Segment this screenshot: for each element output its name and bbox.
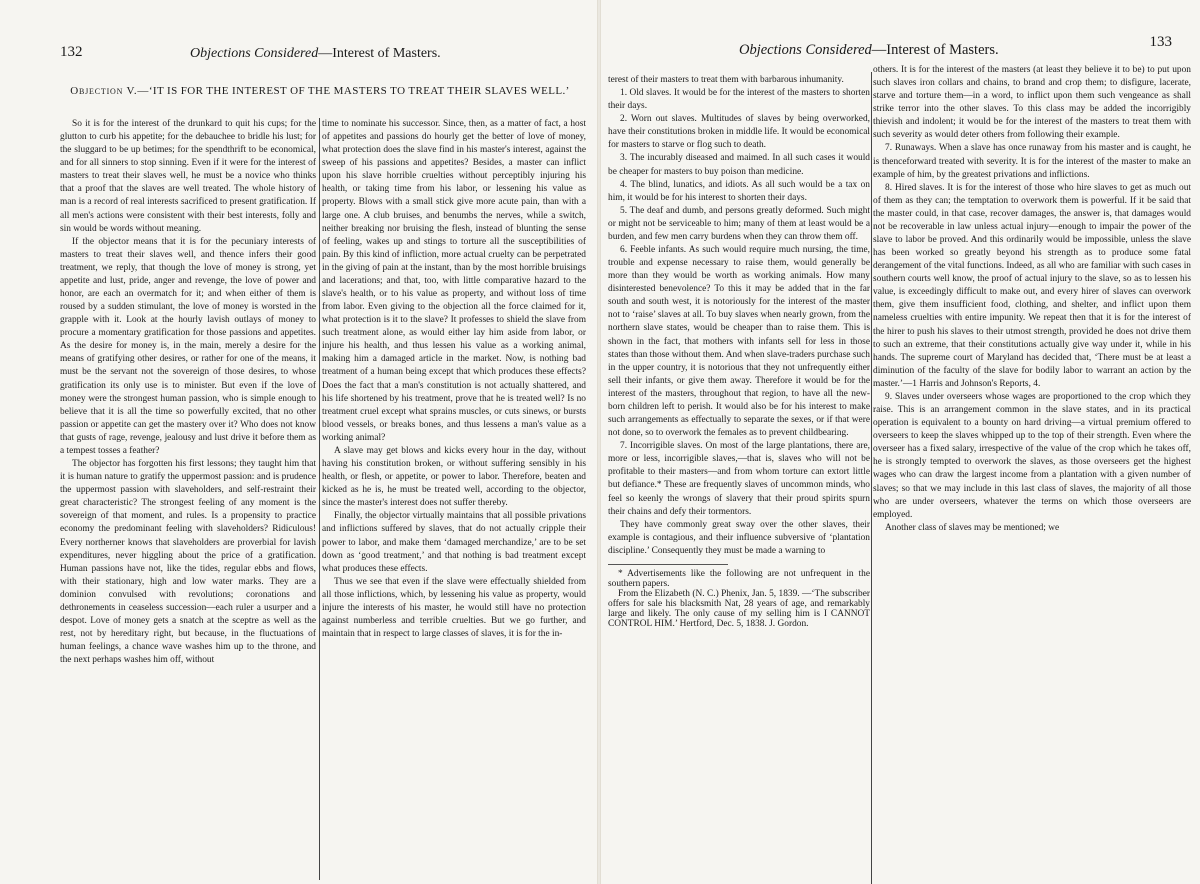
footnote: * Advertisements like the following are not unfrequent in the southern papers. [608, 568, 870, 589]
right-column-1 [608, 74, 870, 884]
right-running-head [601, 34, 1200, 64]
paragraph: terest of their masters to treat them with barbarous inhumanity. [608, 75, 844, 85]
paragraph: 4. The blind, lunatics, and idiots. As all such would be a tax on him, it would be for his interest to shorten their days. [608, 179, 870, 203]
paragraph: 9. Slaves under overseers whose wages are proportioned to the crop which they raise. This is an arrangement common in the slave states, and in its practical operation is equivalent to a bounty on hard driving—a virtual premium offered to overseers to keep the slaves whipped up to the top of their strength. Even where the overseer has a fixed salary, irrespective of the value of the crop which he takes off, he is strongly tempted to overwork the slaves, as those overseers get the highest wages who can draw the largest income from a plantation with a given number of slaves; so that we may include in this last class of slaves, the majority of all those who are under overseers, whatever the terms on which those overseers are employed. [873, 391, 1191, 520]
right-running-title-rest: —Interest of Masters. [871, 42, 999, 58]
left-page-number: 132 [60, 44, 83, 60]
left-column-1 [60, 118, 316, 880]
column-divider [871, 72, 872, 884]
paragraph: 1. Old slaves. It would be for the interest of the masters to shorten their days. [608, 88, 870, 112]
paragraph: So it is for the interest of the drunkard to quit his cups; for the glutton to curb his appetite; for the debauchee to bridle his lust; for the sluggard to be up betimes; for the spendthrift to be economical, and for all sinners to stop sinning. Even if it were for the interest of masters to treat their slaves well, he must be a novice who thinks that a proof that the slaves are well treated. The whole history of man is a record of real interests sacrificed to present gratification. If all men's actions were consistent with their best interests, folly and sin would be words without meaning. [60, 119, 316, 234]
paragraph: time to nominate his successor. Since, then, as a matter of fact, a host of appetites and passions do hourly get the better of love of money, what protection does the slave find in his master's interest, against the sweep of his passions and appetites? Besides, a master can inflict upon his slave horrible cruelties without perceptibly injuring his health, or taking time from his labor, or lessening his value as property. Blows with a small stick give more acute pain, than with a large one. A club bruises, and benumbs the nerves, while a switch, neither breaking nor bruising the flesh, instead of blunting the sense of feeling, wakes up and stings to torture all the susceptibilities of pain. By this kind of infliction, more actual cruelty can be perpetrated in the giving of pain at the instant, than by the most horrible bruisings and lacerations; and that, too, with little comparative hazard to the slave's health, or to his value as property, and without loss of time from labor. Even giving to the objection all the force claimed for it, what protection is it to the slave? It professes to shield the slave from such treatment alone, as would either lay him aside from labor, or injure his health, and thus lessen his value as a working animal, making him a damaged article in the market. Now, is nothing bad treatment of a human being except that which produces these effects? Does the fact that a man's constitution is not actually shattered, and his life shortened by his treatment, prove that he is treated well? Is no treatment cruel except what sprains muscles, or cuts sinews, or bursts blood vessels, or breaks bones, and thus lessens a man's value as a working animal? [322, 119, 586, 443]
left-running-title-rest: —Interest of Masters. [318, 46, 441, 61]
paragraph: The objector has forgotten his first lessons; they taught him that it is human nature to gratify the uppermost passion: and is prudence the uppermost passion with slaveholders, and self-restraint their great characteristic? The strongest feeling of any moment is the sovereign of that moment, and rules. Is a propensity to practice economy the predominant feeling with slaveholders? Ridiculous! Every northerner knows that slaveholders are proverbial for lavish expenditures, never higgling about the price of a gratification. Human passions have not, like the tides, regular ebbs and flows, with their stationary, high and low water marks. They are a dominion convulsed with revolutions; coronations and dethronements in ceaseless succession—each ruler a usurper and a despot. Love of money gets a snatch at the sceptre as well as the rest, not by hereditary right, but because, in the fluctuations of human feelings, a chance wave washes him up to the throne, and the next perhaps washes him off, without [60, 459, 316, 666]
left-page [0, 0, 597, 884]
paragraph: others. It is for the interest of the masters (at least they believe it to be) to put upon such slaves iron collars and chains, to brand and crop them; to disfigure, lacerate, starve and torture them—in a word, to inflict upon them such vengeance as shall strike terror into the other slaves. To this class may be added the incorrigibly thievish and indolent; it would be for the interest of the masters to treat them with such severity as would deter others from following their example. [873, 65, 1191, 141]
paragraph: 3. The incurably diseased and maimed. In all such cases it would be cheaper for masters to buy poison than medicine. [608, 153, 870, 177]
left-column-2 [322, 68, 586, 880]
left-running-title-italic: Objections Considered [190, 46, 319, 61]
paragraph: 7. Incorrigible slaves. On most of the large plantations, there are, more or less, incorrigible slaves,—that is, slaves who will not be profitable to their masters—and from whom torture can extort little but defiance.* These are frequently slaves of uncommon minds, who feel so keenly the wrongs of slavery that their proud spirits spurn their chains and defy their tormentors. [608, 441, 870, 517]
paragraph: Another class of slaves may be mentioned; we [885, 522, 1060, 533]
paragraph: If the objector means that it is for the pecuniary interests of masters to treat their slaves well, and thence infers their good treatment, we reply, that though the love of money is strong, yet appetite and lust, pride, anger and revenge, the love of power and honor, are each an overmatch for it; and when either of them is roused by a sudden stimulant, the love of money is worsted in the grapple with it. Look at the hourly lavish outlays of money to procure a momentary gratification for those passions and appetites. As the desire for money is, in the main, merely a desire for the means of gratifying other desires, or rather for one of the means, it must be the servant not the sovereign of those desires, to whose gratification its only use is to minister. But even if the love of money were the strongest human passion, who is simple enough to believe that it is all the time so powerfully excited, that no other passion or appetite can get the mastery over it? Who does not know that gusts of rage, revenge, jealousy and lust drive it before them as a tempest tosses a feather? [60, 236, 316, 456]
paragraph: Thus we see that even if the slave were effectually shielded from all those inflictions, which, by lessening his value as property, would injure the interests of his master, he would still have no protection against numberless and terrible cruelties. But we go further, and maintain that in respect to large classes of slaves, it is for the in- [322, 576, 586, 640]
objection-label: Objection V. [70, 85, 138, 97]
paragraph: 8. Hired slaves. It is for the interest of those who hire slaves to get as much out of them as they can; the temptation to overwork them is powerful. If it be said that the master could, in that case, recover damages, the answer is, that damages would not be recoverable in law unless actual injury—enough to impair the power of the slave to labor be proved. And this ordinarily would be impossible, unless the slave has been worked so greatly beyond his strength as to produce some fatal derangement of the vital functions. Indeed, as all who are familiar with such cases in southern courts well know, the proof of actual injury to the slave, so as to lessen his value, is exceedingly difficult to make out, and every hirer of slaves can overwork them, give them insufficient food, clothing, and shelter, and inflict upon them nameless cruelties with entire impunity. We repeat then that it is for the interest of the hirer to push his slaves to their utmost strength, provided he does not drive them to such an extreme, that their constitutions actually give way under it, while in his hands. The supreme court of Maryland has decided that, ‘There must be at least a diminution of the faculty of the slave for bodily labor to warrant an action by the master.’—1 Harris and Johnson's Reports, 4. [873, 182, 1191, 389]
right-running-title [739, 42, 999, 59]
paragraph: 7. Runaways. When a slave has once runaway from his master and is caught, he is thenceforward treated with severity. It is for the interest of the master to make an example of him, by the greatest privations and inflictions. [873, 143, 1191, 180]
footnotes [608, 564, 870, 629]
footnote: From the Elizabeth (N. C.) Phenix, Jan. 5, 1839. —‘The subscriber offers for sale his blacksmith Nat, 28 years of age, and remarkably large and likely. The only cause of my selling him is I CANNOT CONTROL HIM.’ Hertford, Dec. 5, 1838. J. Gordon. [608, 588, 870, 629]
paragraph: A slave may get blows and kicks every hour in the day, without having his constitution broken, or without suffering sensibly in his health, or flesh, or appetite, or power to labor. Therefore, beaten and kicked as he is, he must be treated well, according to the objector, since the master's interest does not suffer thereby. [322, 445, 586, 509]
right-page [601, 0, 1200, 884]
right-column-2 [873, 64, 1191, 884]
paragraph: Finally, the objector virtually maintains that all possible privations and inflictions suffered by slaves, that do not actually cripple their power to labor, and make them ‘damaged merchandize,’ are to be set down as ‘good treatment,’ and that nothing is bad treatment except what produces these effects. [322, 511, 586, 574]
column-divider [319, 118, 320, 880]
paragraph: 6. Feeble infants. As such would require much nursing, the time, trouble and expense necessary to raise them, would generally be more than they would be worth as working animals. How many disinterested benevolence? To this it may be added that in the far south and south west, it is notoriously for the interest of the master not to ‘raise’ slaves at all. To buy slaves when nearly grown, from the northern slave states, would be cheaper than to raise them. This is shown in the fact, that mothers with infants sell for less in those states than those without them. And when slave-traders purchase such in the upper country, it is notorious that they not unfrequently either sell their infants, or give them away. Therefore it would be for the interest of the masters, throughout that region, to have all the new-born children left to perish. It would also be for his interest to make such arrangements as effectually to separate the sexes, or if that were not done, so to overwork the females as to prevent childbearing. [608, 245, 870, 439]
right-page-number: 133 [1149, 34, 1172, 50]
right-running-title-italic: Objections Considered [739, 42, 872, 58]
paragraph: 5. The deaf and dumb, and persons greatly deformed. Such might or might not be serviceable to him; many of them at least would be a burden, and few men carry burdens when they can throw them off. [608, 205, 870, 242]
left-running-title [190, 46, 441, 62]
paragraph: 2. Worn out slaves. Multitudes of slaves by being overworked, have their constitutions broken in middle life. It would be economical for masters to starve or flog such to death. [608, 114, 870, 151]
objection-text: —‘IT IS FOR THE INTEREST OF THE MASTERS TO TREAT THEIR SLAVES WELL.’ [137, 85, 570, 97]
footnote-rule [608, 564, 728, 565]
left-running-head [0, 44, 597, 64]
paragraph: They have commonly great sway over the other slaves, their example is contagious, and their influence subversive of ‘plantation discipline.’ Consequently they must be made a warning to [608, 519, 870, 556]
